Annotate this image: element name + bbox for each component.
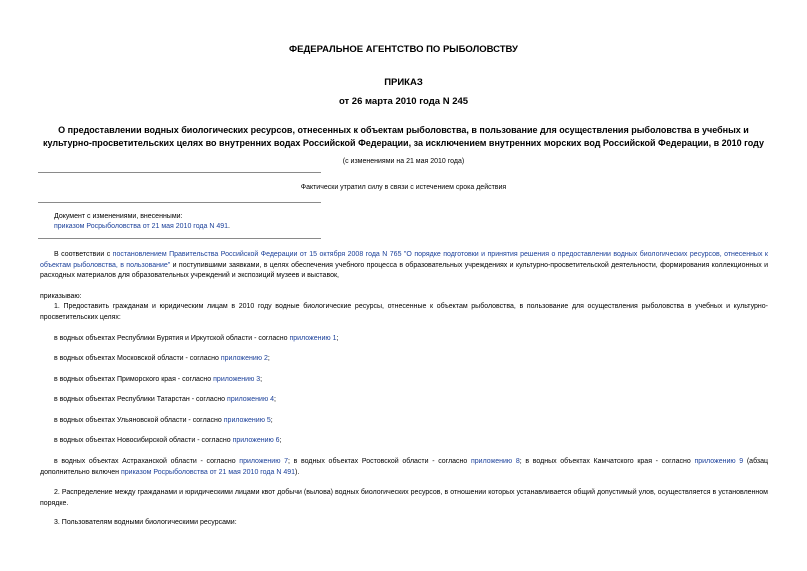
divider bbox=[38, 202, 321, 203]
amended-note: (с изменениями на 21 мая 2010 года) bbox=[342, 158, 465, 165]
document-title-line-1: О предоставлении водных биологических ресурсов, отнесенных к объектам рыболовства, в пользование для осуществления рыболовства в учебных и bbox=[58, 125, 749, 135]
point-1: 1. Предоставить гражданам и юридическим лицам в 2010 году водные биологические ресурсы, отнесенные к объектам рыболовства, в пользование для осуществления рыболовства в учебных и культурно-просветительских целях: bbox=[40, 303, 768, 321]
agency-name: ФЕДЕРАЛЬНОЕ АГЕНТСТВО ПО РЫБОЛОВСТВУ bbox=[289, 44, 518, 55]
preamble-paragraph: В соответствии с постановлением Правительства Российской Федерации от 15 октября 2008 года N 765 "О порядке подготовки и принятия решения о предоставлении водных биологических ресурсов, отнесенных к объектам рыболовства, в пользование" и поступившими заявками, в целях обеспечения учебного процесса в образовательных учреждениях и культурно-просветительской деятельности, формирования коллекционных и расходных материалов для образовательных учреждений и экспозиций музеев и выставок, bbox=[40, 251, 769, 279]
list-item: в водных объектах Республики Татарстан - согласно приложению 4; bbox=[54, 396, 276, 403]
document-title-line-2: культурно-просветительских целях во внутренних водах Российской Федерации, за исключением внутренних морских вод Российской Федерации, в 2010 году bbox=[43, 138, 764, 148]
list-item: в водных объектах Приморского края - согласно приложению 3; bbox=[54, 376, 263, 383]
list-item: в водных объектах Ульяновской области - согласно приложению 5; bbox=[54, 417, 273, 424]
list-item-7: в водных объектах Астраханской области - согласно приложению 7; в водных объектах Ростовской области - согласно приложению 8; в водных объектах Камчатского края - согласно приложению 9 (абзац дополнительно включен приказом Росрыболовства от 21 мая 2010 года N 491). bbox=[40, 458, 769, 476]
amendment-link[interactable]: приказом Росрыболовства от 21 мая 2010 года N 491 bbox=[54, 223, 229, 230]
appendix-4-link[interactable]: приложению 4 bbox=[227, 396, 275, 403]
list-item: в водных объектах Новосибирской области - согласно приложению 6; bbox=[54, 437, 282, 444]
changes-box-title: Документ с изменениями, внесенными: bbox=[54, 213, 183, 220]
list-item: в водных объектах Московской области - согласно приложению 2; bbox=[54, 355, 270, 362]
appendix-8-link[interactable]: приложению 8 bbox=[471, 458, 520, 465]
appendix-5-link[interactable]: приложению 5 bbox=[223, 417, 271, 424]
document-type: ПРИКАЗ bbox=[384, 77, 423, 88]
appendix-7-link[interactable]: приложению 7 bbox=[239, 458, 289, 465]
order-word: приказываю: bbox=[40, 293, 82, 300]
appendix-1-link[interactable]: приложению 1 bbox=[289, 335, 337, 342]
document-title bbox=[0, 124, 807, 150]
changes-box-entry: приказом Росрыболовства от 21 мая 2010 года N 491. bbox=[54, 223, 230, 230]
appendix-3-link[interactable]: приложению 3 bbox=[213, 376, 261, 383]
list-item: в водных объектах Республики Бурятия и Иркутской области - согласно приложению 1; bbox=[54, 335, 339, 342]
appendix-6-link[interactable]: приложению 6 bbox=[232, 437, 280, 444]
status-note: Фактически утратил силу в связи с истечением срока действия bbox=[300, 184, 507, 191]
document-date-number: от 26 марта 2010 года N 245 bbox=[338, 96, 469, 107]
point-2: 2. Распределение между гражданами и юридическими лицами квот добычи (вылова) водных биологических ресурсов, в отношении которых устанавливается общий допустимый улов, осуществляется в установленном порядке. bbox=[40, 489, 768, 507]
point-3: 3. Пользователям водными биологическими ресурсами: bbox=[54, 519, 237, 526]
appendix-9-link[interactable]: приложению 9 bbox=[694, 458, 744, 465]
appendix-2-link[interactable]: приложению 2 bbox=[220, 355, 268, 362]
divider bbox=[38, 238, 321, 239]
government-decree-link[interactable]: постановлением Правительства Российской Федерации от 15 октября 2008 года N 765 "О порядке подготовки и принятия решения о предоставлении водных биологических ресурсов, отнесенных к объектам рыболовства, в пользование" bbox=[40, 251, 768, 269]
amendment-link[interactable]: приказом Росрыболовства от 21 мая 2010 года N 491 bbox=[120, 468, 296, 476]
divider bbox=[38, 172, 321, 173]
